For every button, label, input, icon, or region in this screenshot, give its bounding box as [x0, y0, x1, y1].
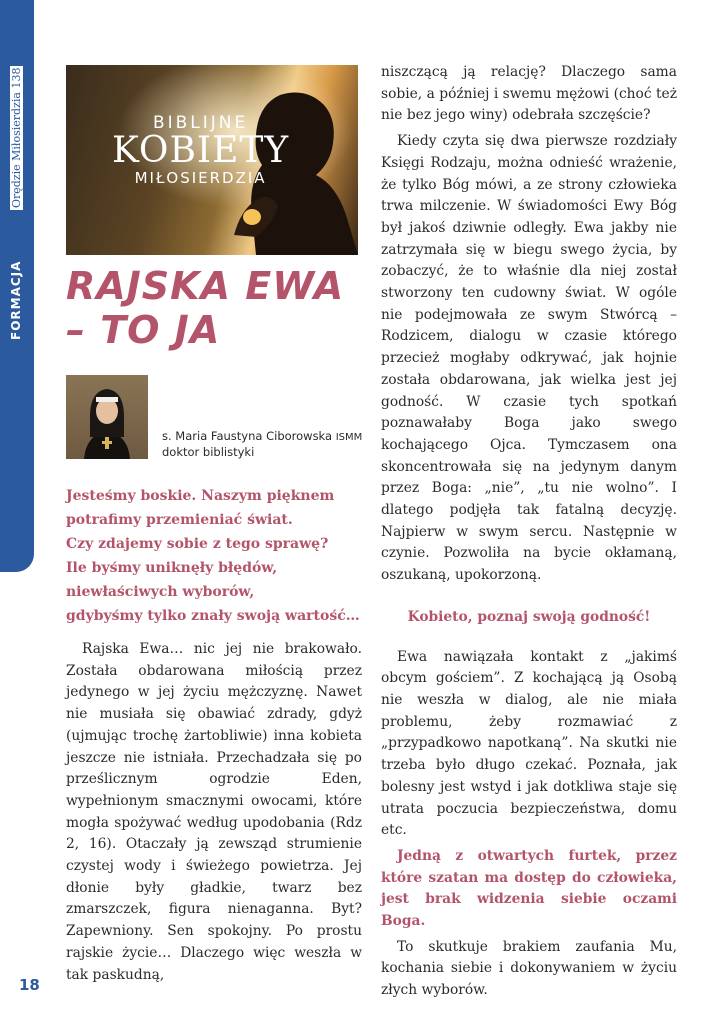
issue-caption: Orędzie Miłosierdzia 138 [10, 67, 23, 208]
body-paragraph-continued: niszczącą ją relację? Dlaczego sama sobie, a później i swemu mężowi (choć też nie bez jego winy) odebrała szczęście? [381, 64, 677, 124]
author-name-line [162, 429, 362, 445]
hero-image [66, 65, 358, 255]
lead-line: niewłaściwych wyborów, [66, 584, 255, 600]
hero-line-3: MIŁOSIERDZIA [134, 169, 267, 187]
highlight-paragraph: Jedną z otwartych furtek, przez które szatan ma dostęp do człowieka, jest brak widzenia siebie oczami Boga. [381, 847, 677, 930]
lead-line: Jesteśmy boskie. Naszym pięknem [66, 488, 335, 504]
section-subheading: Kobieto, poznaj swoją godność! [407, 608, 651, 625]
left-column [66, 639, 362, 990]
hero-line-2: KOBIETY [112, 130, 290, 171]
lead-line: potrafimy przemieniać świat. [66, 512, 293, 528]
article-title [66, 264, 366, 352]
hero-line-1: BIBLIJNE [152, 113, 249, 133]
author-suffix: ISMM [335, 432, 363, 443]
author-role: doktor biblistyki [162, 445, 255, 459]
author-photo [66, 375, 148, 459]
lead-line: gdybyśmy tylko znały swoją wartość… [66, 608, 360, 624]
title-line-2: – TO JA [66, 308, 221, 352]
lead-line: Czy zdajemy sobie z tego sprawę? [66, 536, 329, 552]
body-paragraph: To skutkuje brakiem zaufania Mu, kochania siebie i dokonywaniem w życiu złych wyborów. [381, 938, 677, 999]
hero-title [112, 113, 289, 187]
lead-line: Ile byśmy uniknęły błędów, [66, 560, 278, 576]
author-name: s. Maria Faustyna Ciborowska [162, 429, 333, 443]
section-label: FORMACJA [9, 260, 23, 340]
author-info [162, 429, 362, 460]
lead-paragraph [66, 484, 366, 628]
body-paragraph: Kiedy czyta się dwa pierwsze rozdziały Księgi Rodzaju, można odnieść wrażenie, że tylko Bóg mówi, a ze strony człowieka trwa milczenie. W świadomości Ewy Bóg był jakoś dziwnie odległy. Ewa jakby nie zatrzymała się w biegu swego życia, by zobaczyć, że to właśnie dla niej został stworzony ten cudowny świat. W ogóle nie podejmowała ze swym Stwórcą – Rodzicem, dialogu w czasie którego przecież mogłaby odkrywać, jak hojnie została obdarowana, jak wielka jest jej godność. W czasie tych spotkań poznawałaby Boga jako swego kochającego Ojca. Tymczasem ona skoncentrowała się na jedynym danym przez Boga: „nie”, „tu nie wolno”. I dlatego podjęła tak fatalną decyzję. Najpierw w swym sercu. Następnie w czynie. Pozwoliła na bycie okłamaną, oszukaną, upokorzoną. [381, 133, 677, 584]
body-paragraph: Ewa nawiązała kontakt z „jakimś obcym gościem”. Z kochającą ją Osobą nie weszła w dialog, ale nie miała problemu, żeby rozmawiać z „przypadkowo napotkaną”. Na skutki nie trzeba było długo czekać. Poznała, jak bolesny jest wstyd i jak dotkliwa staje się utrata poczucia bezpieczeństwa, domu etc. [381, 648, 677, 839]
body-paragraph: Rajska Ewa… nic jej nie brakowało. Została obdarowana miłością przez jedynego w jej życiu mężczyznę. Nawet nie musiała się obawiać zdrady, gdyż (ujmując trochę żartobliwie) inna kobieta jeszcze nie istniała. Przechadzała się po prześlicznym ogrodzie Eden, wypełnionym smacznymi owocami, które mogła spożywać według upodobania (Rdz 2, 16). Otaczały ją zewsząd strumienie czystej wody i świeżego powietrza. Jej dłonie były gładkie, twarz bez zmarszczek, figura nienaganna. Byt? Zapewniony. Sen spokojny. Po prostu rajskie życie… Dlaczego więc weszła w tak paskudną, [66, 641, 362, 983]
title-line-1: RAJSKA EWA [66, 264, 345, 308]
page-number: 18 [19, 976, 40, 994]
right-column [381, 62, 677, 1006]
